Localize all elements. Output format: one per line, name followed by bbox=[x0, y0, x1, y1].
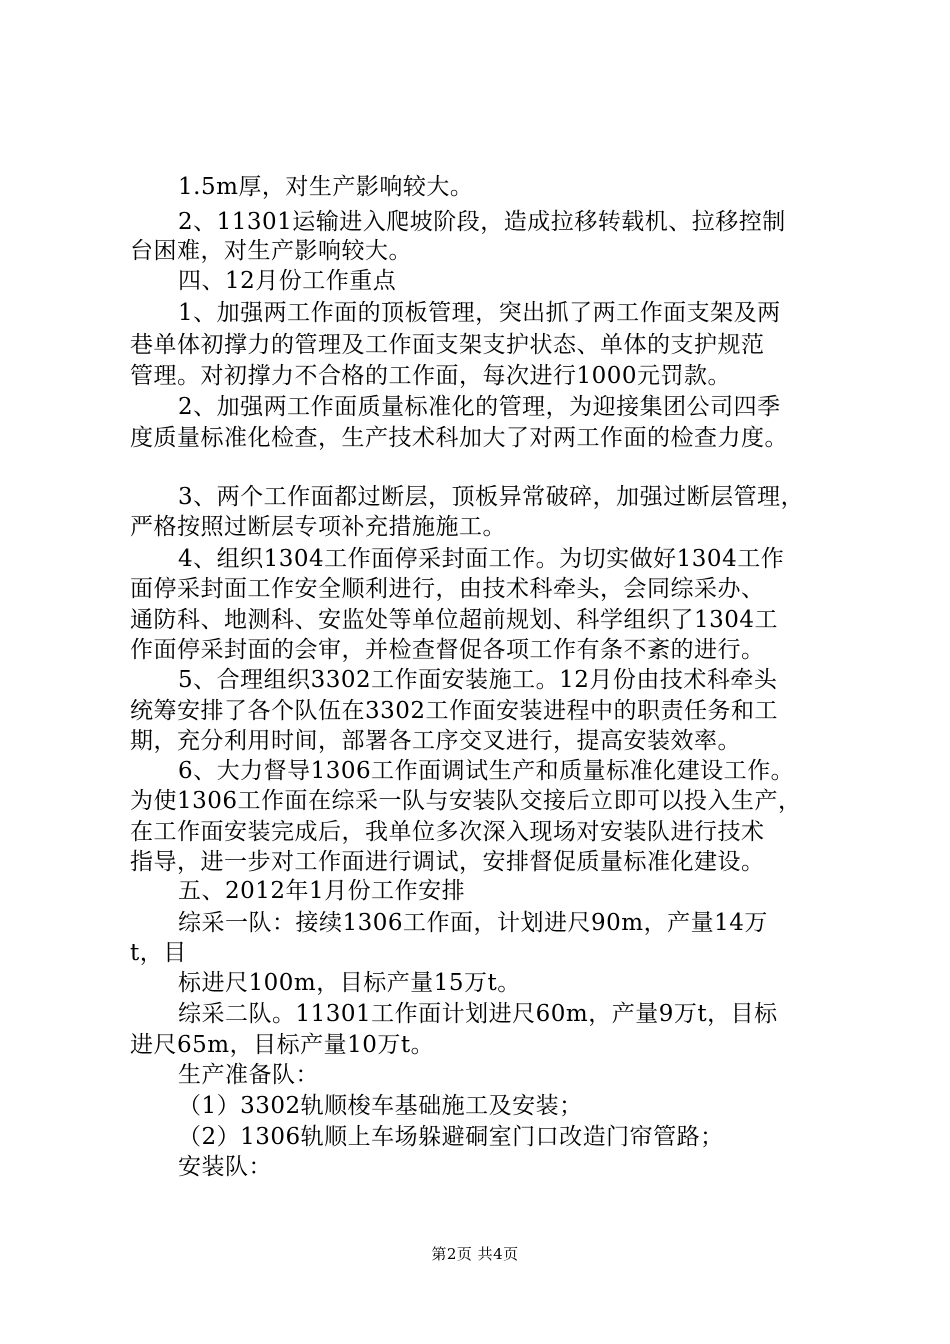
text-line: 为使1306工作面在综采一队与安装队交接后立即可以投入生产， bbox=[130, 788, 802, 814]
text-line: 4、组织1304工作面停采封面工作。为切实做好1304工作 bbox=[178, 546, 785, 572]
text-line: 综采一队：接续1306工作面，计划进尺90m，产量14万 bbox=[178, 910, 768, 936]
text-line: 生产准备队： bbox=[178, 1062, 319, 1088]
text-line: 进尺65m，目标产量10万t。 bbox=[130, 1032, 435, 1058]
text-line: 度质量标准化检查，生产技术科加大了对两工作面的检查力度。 bbox=[130, 425, 788, 451]
text-line: 面停采封面工作安全顺利进行，由技术科牵头，会同综采办、 bbox=[130, 576, 765, 602]
text-line: 综采二队。11301工作面计划进尺60m，产量9万t，目标 bbox=[178, 1001, 778, 1027]
list-item: （2）1306轨顺上车场躲避硐室门口改造门帘管路； bbox=[178, 1124, 724, 1150]
text-line: 6、大力督导1306工作面调试生产和质量标准化建设工作。 bbox=[178, 758, 795, 784]
text-line: 3、两个工作面都过断层，顶板异常破碎，加强过断层管理， bbox=[178, 484, 805, 510]
text-line: 指导，进一步对工作面进行调试，安排督促质量标准化建设。 bbox=[130, 849, 765, 875]
text-line: 台困难，对生产影响较大。 bbox=[130, 238, 412, 264]
text-line: 在工作面安装完成后，我单位多次深入现场对安装队进行技术 bbox=[130, 819, 765, 845]
text-line: 统筹安排了各个队伍在3302工作面安装进程中的职责任务和工 bbox=[130, 698, 779, 724]
text-line: 期，充分利用时间，部署各工序交叉进行，提高安装效率。 bbox=[130, 728, 741, 754]
text-line: 标进尺100m，目标产量15万t。 bbox=[178, 970, 521, 996]
text-line: 2、11301运输进入爬坡阶段，造成拉移转载机、拉移控制 bbox=[178, 209, 786, 235]
text-line: 5、合理组织3302工作面安装施工。12月份由技术科牵头 bbox=[178, 667, 778, 693]
text-line: 1、加强两工作面的顶板管理，突出抓了两工作面支架及两 bbox=[178, 300, 781, 326]
text-line: 作面停采封面的会审，并检查督促各项工作有条不紊的进行。 bbox=[130, 637, 765, 663]
text-line: 通防科、地测科、安监处等单位超前规划、科学组织了1304工 bbox=[130, 607, 779, 633]
text-line: 安装队： bbox=[178, 1154, 272, 1180]
page-number-footer: 第2页 共4页 bbox=[431, 1245, 519, 1263]
text-line: 管理。对初撑力不合格的工作面，每次进行1000元罚款。 bbox=[130, 363, 732, 389]
text-line: 巷单体初撑力的管理及工作面支架支护状态、单体的支护规范 bbox=[130, 332, 765, 358]
text-line: 2、加强两工作面质量标准化的管理，为迎接集团公司四季 bbox=[178, 394, 781, 420]
section-heading: 五、2012年1月份工作安排 bbox=[178, 878, 466, 904]
text-line: 严格按照过断层专项补充措施施工。 bbox=[130, 514, 506, 540]
list-item: （1）3302轨顺梭车基础施工及安装； bbox=[178, 1093, 583, 1119]
section-heading: 四、12月份工作重点 bbox=[178, 268, 397, 294]
text-line: t，目 bbox=[130, 940, 187, 966]
text-line: 1.5m厚，对生产影响较大。 bbox=[178, 174, 474, 200]
